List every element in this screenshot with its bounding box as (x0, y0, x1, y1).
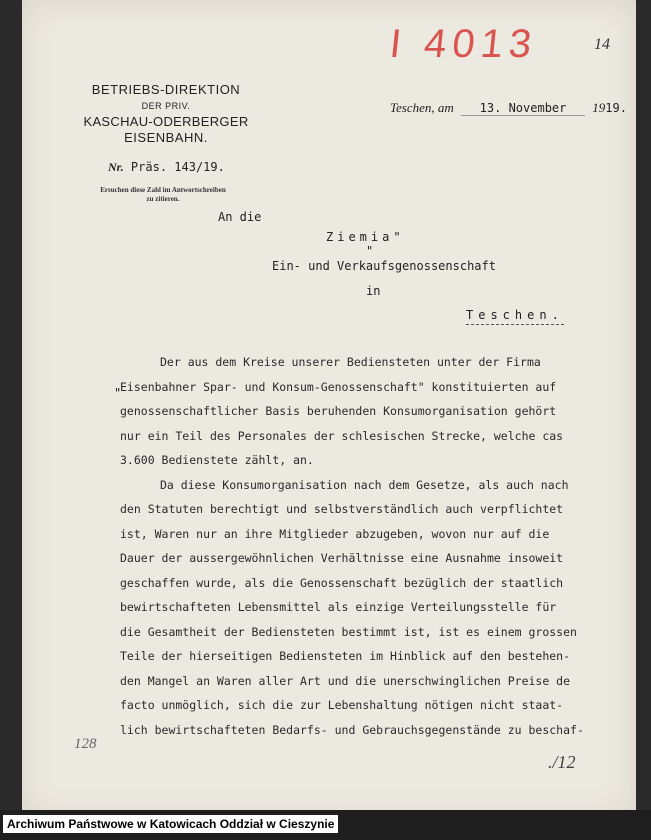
letterhead-line-3: KASCHAU-ODERBERGER (83, 114, 249, 129)
body-line: lich bewirtschafteten Bedarfs- und Gebrauchsgegenstände zu beschaf- (120, 722, 584, 737)
body-line: nur ein Teil des Personales der schlesischen Strecke, welche cas (120, 428, 564, 443)
date-value: 13. November (461, 101, 585, 116)
body-line: den Mangel an Waren aller Art und die unerschwinglichen Preise de (120, 673, 571, 688)
handwritten-page-number: 14 (594, 36, 610, 53)
salutation: An die (218, 210, 262, 224)
body-line: facto unmöglich, sich die zur Lebenshaltung nötigen nicht staat- (120, 698, 564, 712)
reference-hint (88, 186, 238, 204)
recipient-quote-open: " (366, 244, 374, 258)
archive-label: Archiwum Państwowe w Katowicach Oddział w Cieszynie (3, 815, 338, 833)
body-line: genossenschaftlicher Basis beruhenden Konsumorganisation gehört (120, 404, 557, 418)
body-line: ist, Waren nur an ihre Mitglieder abzugeben, wovon nur auf die (120, 526, 550, 541)
body-quote-mark: " (114, 386, 122, 400)
reference-number (108, 160, 225, 175)
body-line: Teile der hierseitigen Bediensteten im Hinblick auf den bestehen- (120, 649, 571, 663)
body-line: den Statuten berechtigt und selbstverständlich auch verpflichtet (120, 502, 564, 516)
date-year-suffix: 19. (605, 101, 627, 115)
reference-value: Präs. 143/19. (130, 160, 225, 174)
recipient-name: Ziemia" (326, 230, 405, 244)
handwritten-file-number: I 4013 (387, 22, 540, 66)
margin-note-right: ./12 (548, 752, 576, 772)
body-line: geschaffen wurde, als die Genossenschaft bezüglich der staatlich (120, 575, 564, 590)
reference-hint-line-2: zu zitieren. (146, 195, 180, 203)
letterhead-line-1: BETRIEBS-DIREKTION (91, 82, 241, 97)
date-line (390, 100, 627, 116)
letterhead (76, 82, 256, 146)
margin-note-left: 128 (74, 736, 97, 752)
body-line: die Gesamtheit der Bediensteten bestimmt ist, ist es einem grossen (120, 624, 577, 639)
body-line: 3.600 Bedienstete zählt, an. (120, 453, 314, 467)
body-line: Der aus dem Kreise unserer Bediensteten unter der Firma (160, 355, 541, 369)
date-year-prefix: 19 (592, 100, 606, 115)
body-line: Dauer der aussergewöhnlichen Verhältnisse eine Ausnahme insoweit (120, 551, 564, 565)
recipient-city: Teschen. (466, 308, 564, 325)
letter-body (120, 350, 624, 742)
body-line: bewirtschafteten Lebensmittel als einzige Verteilungsstelle für (120, 600, 557, 614)
body-line: Eisenbahner Spar- und Konsum-Genossenschaft" konstituierten auf (120, 379, 557, 394)
date-place: Teschen, am (390, 100, 454, 115)
recipient-line-2: Ein- und Verkaufsgenossenschaft (272, 259, 496, 273)
body-line: Da diese Konsumorganisation nach dem Gesetze, als auch nach (160, 477, 569, 492)
reference-prefix: Nr. (108, 160, 124, 174)
recipient-line-3: in (366, 284, 381, 298)
reference-hint-line-1: Ersuchen diese Zahl im Antwortschreiben (100, 186, 226, 194)
letterhead-line-4: EISENBAHN. (124, 130, 208, 145)
letterhead-line-2: DER PRIV. (141, 101, 191, 111)
